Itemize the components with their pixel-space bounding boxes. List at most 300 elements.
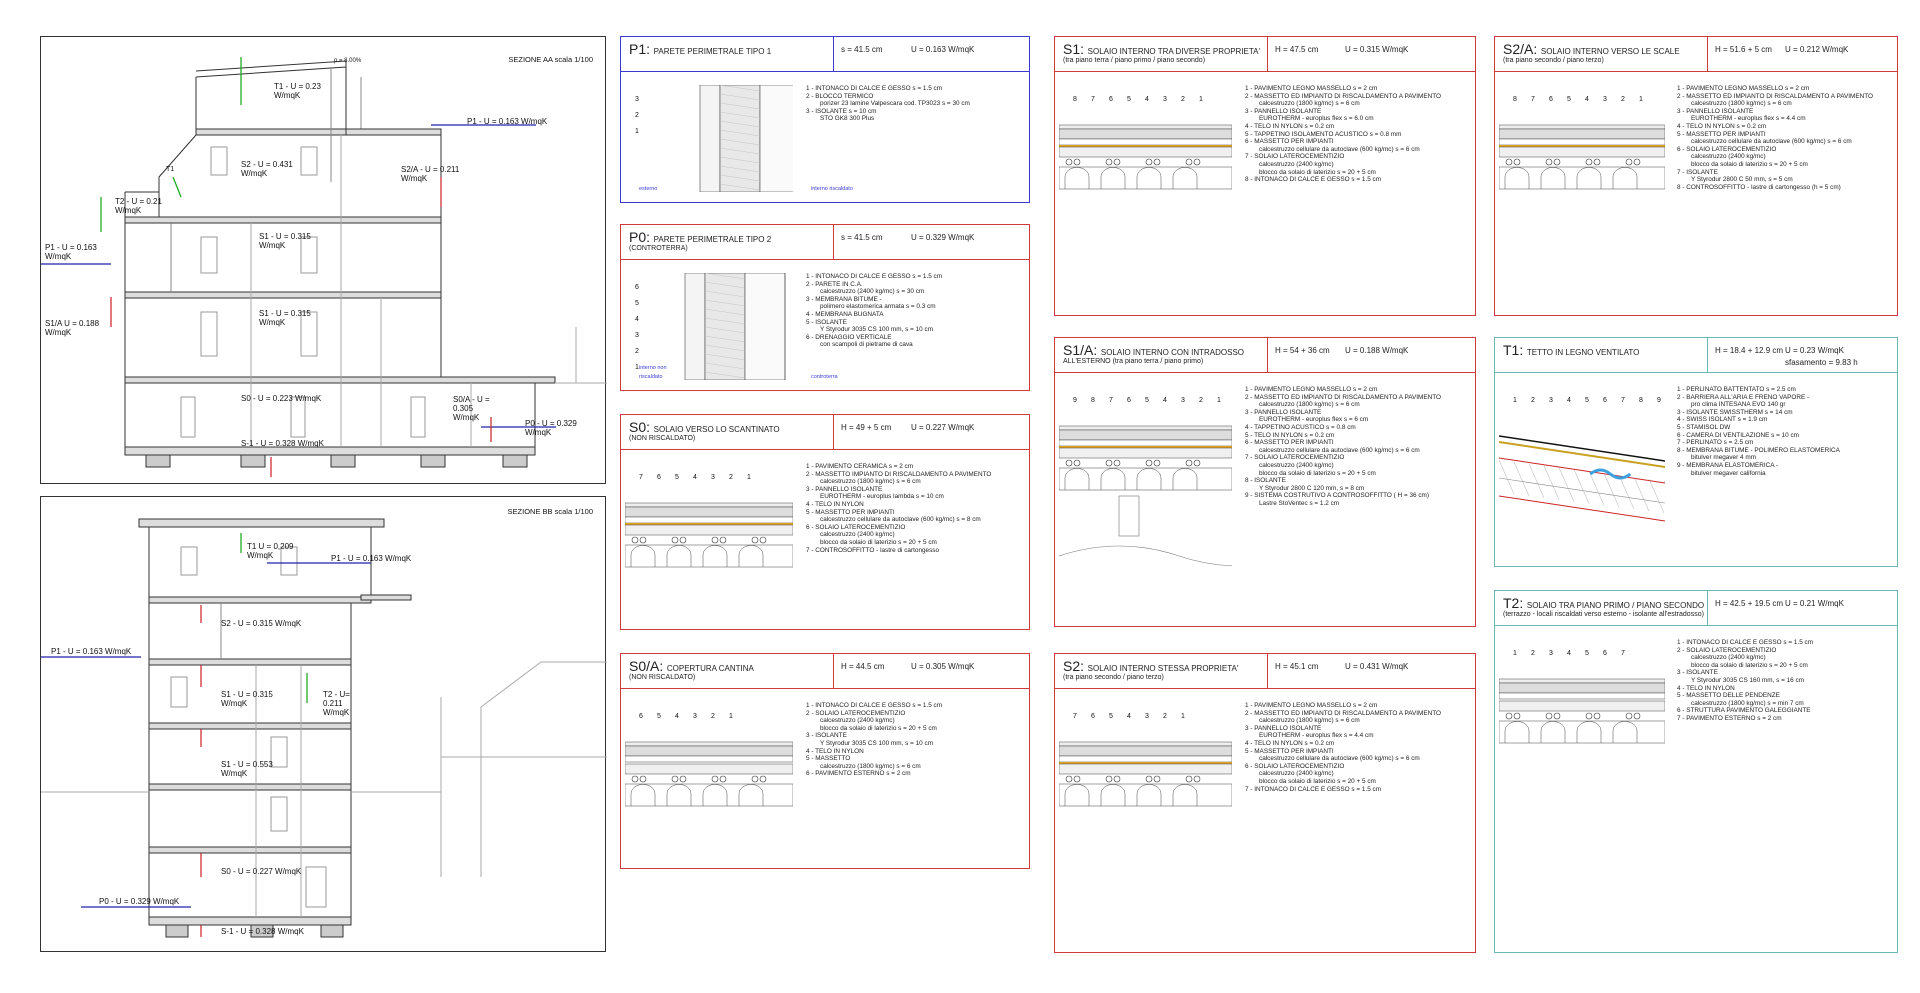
layer-number: 7 (1091, 96, 1095, 103)
layer-item: 7 - PAVIMENTO ESTERNO s = 2 cm (1677, 714, 1782, 722)
layer-item: calcestruzzo (2400 kg/mc) s = 30 cm (820, 288, 925, 296)
layer-number: 2 (635, 112, 639, 119)
header-divider (833, 415, 834, 449)
layer-item: Y Styrodur 2800 C 50 mm, s = 5 cm (1691, 176, 1793, 184)
layer-number: 7 (1109, 397, 1113, 404)
card-layer-drawing (625, 702, 793, 858)
card-u-value: U = 0.21 W/mqK (1785, 599, 1844, 608)
layer-item: 1 - PERLINATO BATTENTATO s = 2.5 cm (1677, 386, 1796, 393)
card-code-title (629, 229, 771, 245)
card-code: S0/A: (629, 658, 664, 674)
layer-item: calcestruzzo cellulare da autoclave (600 kg/mc) s = 6 cm (1259, 755, 1420, 763)
bb-s1-upper-label: S1 - U = 0.315 W/mqK (221, 690, 273, 708)
layer-number: 4 (693, 474, 697, 481)
card-header (1055, 37, 1475, 72)
layer-item: 6 - CAMERA DI VENTILAZIONE s = 10 cm (1677, 431, 1799, 439)
layer-item: 5 - MASSETTO (806, 755, 851, 763)
bb-s0-label: S0 - U = 0.227 W/mqK (221, 867, 302, 876)
card-layer-drawing (1059, 702, 1232, 942)
section-aa-drawing (41, 37, 607, 485)
card-header (621, 654, 1029, 689)
card-u-value: U = 0.163 W/mqK (911, 45, 975, 54)
layer-item: 5 - TELO IN NYLON s = 0.2 cm (1245, 431, 1335, 439)
layer-number: 6 (657, 474, 661, 481)
aa-s1-lower-label: S1 - U = 0.315 W/mqK (259, 309, 311, 327)
layer-item: 4 - TAPPETINO ACUSTICO s = 0.8 cm (1245, 423, 1356, 431)
layer-item: 4 - TELO IN NYLON (806, 500, 864, 508)
header-divider (1707, 37, 1708, 71)
layer-item: STO GK8 300 Plus (820, 115, 875, 123)
card-code-title (1063, 41, 1260, 57)
section-aa-title: SEZIONE AA scala 1/100 (508, 55, 593, 64)
card-header (1495, 591, 1897, 626)
header-divider (1707, 338, 1708, 372)
card-u-value: U = 0.305 W/mqK (911, 662, 975, 671)
card-title: SOLAIO TRA PIANO PRIMO / PIANO SECONDO (1526, 601, 1705, 610)
card-subtitle: ALL'ESTERNO (tra piano terra / piano primo) (1063, 358, 1204, 365)
layer-item: 1 - PAVIMENTO LEGNO MASSELLO s = 2 cm (1245, 702, 1378, 709)
layer-item: 1 - PAVIMENTO LEGNO MASSELLO s = 2 cm (1245, 85, 1378, 92)
layer-item: 2 - SOLAIO LATEROCEMENTIZIO (806, 709, 906, 717)
section-bb-panel (40, 496, 606, 952)
card-u-value: U = 0.212 W/mqK (1785, 45, 1849, 54)
aa-s1-upper-label: S1 - U = 0.315 W/mqK (259, 232, 311, 250)
layer-item: Y Styrodur 3035 CS 160 mm, s = 16 cm (1691, 676, 1805, 684)
layer-number: 7 (1073, 713, 1077, 720)
layer-item: 3 - PANNELLO ISOLANTE (1245, 107, 1322, 115)
card-header (1495, 338, 1897, 373)
layer-item: Y Styrodur 2800 C 120 mm, s = 8 cm (1259, 484, 1365, 492)
layer-item: 5 - MASSETTO PER IMPIANTI (806, 508, 895, 516)
section-bb-drawing (41, 497, 607, 953)
card-u-value: U = 0.188 W/mqK (1345, 346, 1409, 355)
layer-number: 1 (747, 474, 751, 481)
card-s2a (1494, 36, 1898, 316)
layer-item: calcestruzzo (1800 kg/mc) s = 6 cm (1691, 100, 1792, 108)
card-code: T2: (1503, 595, 1524, 611)
layer-item: 6 - MASSETTO PER IMPIANTI (1245, 439, 1334, 447)
layer-item: EUROTHERM - europlus flex s = 6.0 cm (1259, 115, 1374, 123)
layer-list (1245, 386, 1441, 508)
layer-item: 8 - INTONACO DI CALCE E GESSO s = 1.5 cm (1245, 176, 1382, 184)
card-layer-drawing (1499, 386, 1665, 556)
layer-number: 5 (635, 300, 639, 307)
layer-item: blocco da solaio di laterizio s = 20 + 5 cm (820, 724, 937, 732)
bb-t2-label: T2 - U= 0.211 W/mqK (323, 690, 350, 717)
aa-p1-left-label: P1 - U = 0.163 W/mqK (45, 243, 97, 261)
layer-number: 6 (1109, 96, 1113, 103)
card-u-value: U = 0.23 W/mqK (1785, 346, 1844, 355)
card-s1a (1054, 337, 1476, 627)
layer-item: Lastre StoVentec s = 1.2 cm (1259, 499, 1340, 507)
card-header (621, 37, 1029, 72)
card-header (621, 415, 1029, 450)
layer-item: 1 - PAVIMENTO LEGNO MASSELLO s = 2 cm (1677, 85, 1810, 92)
layer-number: 1 (1217, 397, 1221, 404)
layer-number: 6 (1091, 713, 1095, 720)
layer-number: 2 (1181, 96, 1185, 103)
layer-number: 2 (1531, 650, 1535, 657)
card-title: PARETE PERIMETRALE TIPO 1 (653, 47, 772, 56)
layer-number: 9 (1073, 397, 1077, 404)
card-code-title (1503, 595, 1704, 611)
layer-item: calcestruzzo (1800 kg/mc) s = 6 cm (820, 762, 921, 770)
bb-s1-lower-label: S1 - U = 0.553 W/mqK (221, 760, 273, 778)
layer-number: 4 (1127, 713, 1131, 720)
card-code: S2: (1063, 658, 1085, 674)
layer-item: 6 - SOLAIO LATEROCEMENTIZIO (1677, 145, 1777, 153)
card-u-value: U = 0.329 W/mqK (911, 233, 975, 242)
card-header (1055, 654, 1475, 689)
layer-list (1677, 386, 1840, 477)
card-thickness: H = 47.5 cm (1275, 45, 1319, 54)
card-p0 (620, 224, 1030, 391)
layer-number: 1 (1199, 96, 1203, 103)
side-label-left: interno non riscaldato (639, 365, 667, 380)
layer-item: 3 - PANNELLO ISOLANTE (806, 485, 883, 493)
layer-item: 5 - TAPPETINO ISOLAMENTO ACUSTICO s = 0.8 mm (1245, 130, 1402, 138)
layer-number: 5 (1585, 650, 1589, 657)
layer-number: 7 (639, 474, 643, 481)
aa-p0-label: P0 - U = 0.329 W/mqK (525, 419, 577, 437)
layer-item: 6 - MASSETTO PER IMPIANTI (1245, 138, 1334, 146)
card-code: T1: (1503, 342, 1524, 358)
card-code: S1: (1063, 41, 1085, 57)
layer-number: 3 (711, 474, 715, 481)
layer-item: 5 - MASSETTO PER IMPIANTI (1245, 747, 1334, 755)
card-thickness: H = 51.6 + 5 cm (1715, 45, 1772, 54)
header-divider (1267, 338, 1268, 372)
layer-item: 1 - PAVIMENTO CERAMICA s = 2 cm (806, 463, 914, 470)
layer-item: 1 - INTONACO DI CALCE E GESSO s = 1.5 cm (806, 85, 943, 92)
card-title: SOLAIO INTERNO CON INTRADOSSO (1100, 348, 1245, 357)
card-layer-drawing (1499, 639, 1665, 942)
layer-item: 2 - BARRIERA ALL'ARIA E FRENO VAPORE - (1677, 393, 1810, 401)
card-subtitle: (tra piano secondo / piano terzo) (1503, 57, 1604, 64)
card-t2 (1494, 590, 1898, 953)
layer-item: 6 - STRUTTURA PAVIMENTO GALEGGIANTE (1677, 707, 1811, 715)
card-thickness: s = 41.5 cm (841, 45, 883, 54)
aa-t1-label: T1 - U = 0.23 W/mqK (274, 82, 321, 100)
card-header (1055, 338, 1475, 373)
side-label-left: esterno (639, 186, 658, 192)
layer-item: 5 - STAMISOL DW (1677, 423, 1731, 431)
layer-item: 7 - ISOLANTE (1677, 168, 1718, 176)
layer-item: 2 - MASSETTO ED IMPIANTO DI RISCALDAMENTO A PAVIMENTO (1677, 92, 1874, 100)
layer-item: 7 - CONTROSOFFITTO - lastre di cartongesso (806, 546, 940, 554)
layer-item: EUROTHERM - europlus flex s = 4.4 cm (1259, 732, 1374, 740)
layer-item: calcestruzzo (1800 kg/mc) s = 6 cm (1259, 100, 1360, 108)
aa-s1a-label: S1/A U = 0.188 W/mqK (45, 319, 100, 337)
layer-number: 1 (1639, 96, 1643, 103)
layer-item: calcestruzzo cellulare da autoclave (600 kg/mc) s = 6 cm (1259, 446, 1420, 454)
layer-item: 5 - ISOLANTE (806, 318, 847, 326)
layer-item: 4 - TELO IN NYLON s = 0.2 cm (1677, 122, 1767, 130)
aa-s2a-label: S2/A - U = 0.211 W/mqK (401, 165, 460, 183)
layer-item: blocco da solaio di laterizio s = 20 + 5 cm (1691, 160, 1808, 168)
layer-item: calcestruzzo cellulare da autoclave (600 kg/mc) s = 8 cm (820, 516, 981, 524)
layer-number: 2 (711, 713, 715, 720)
card-code-title (629, 419, 780, 435)
layer-number: 3 (1145, 713, 1149, 720)
layer-number: 3 (1181, 397, 1185, 404)
layer-item: calcestruzzo (2400 kg/mc) (1691, 153, 1766, 161)
layer-item: EUROTHERM - europlus lambda s = 10 cm (820, 493, 944, 501)
layer-number: 1 (1513, 397, 1517, 404)
layer-number: 5 (657, 713, 661, 720)
layer-number: 4 (1145, 96, 1149, 103)
card-t1 (1494, 337, 1898, 567)
layer-number: 4 (1567, 397, 1571, 404)
layer-number: 5 (1567, 96, 1571, 103)
card-code: S1/A: (1063, 342, 1098, 358)
layer-item: 4 - MEMBRANA BUGNATA (806, 310, 884, 318)
layer-item: 3 - MEMBRANA BITUME - (806, 295, 882, 303)
layer-number: 8 (1091, 397, 1095, 404)
layer-item: 5 - MASSETTO PER IMPIANTI (1677, 130, 1766, 138)
layer-item: 3 - PANNELLO ISOLANTE (1677, 107, 1754, 115)
header-divider (833, 654, 834, 688)
aa-slope-label: p = 8.00% (334, 58, 362, 64)
layer-item: Y Styrodur 3035 CS 100 mm, s = 10 cm (820, 326, 934, 334)
layer-number: 8 (1639, 397, 1643, 404)
side-label-right: controterra (811, 374, 838, 380)
layer-item: 3 - ISOLANTE (1677, 669, 1718, 677)
card-code-title (1503, 342, 1639, 358)
layer-number: 2 (1163, 713, 1167, 720)
layer-item: calcestruzzo (2400 kg/mc) (1259, 461, 1334, 469)
card-code-title (629, 41, 771, 57)
layer-list (806, 85, 970, 123)
bb-p1-right-label: P1 - U = 0.163 W/mqK (331, 554, 412, 563)
layer-number: 6 (635, 284, 639, 291)
aa-p1-right-label: P1 - U = 0.163 W/mqK (467, 117, 548, 126)
layer-item: 2 - MASSETTO ED IMPIANTO DI RISCALDAMENTO A PAVIMENTO (1245, 709, 1442, 717)
aa-t2-label: T2 - U = 0.21 W/mqK (115, 197, 162, 215)
layer-item: 3 - ISOLANTE SWISSTHERM s = 14 cm (1677, 408, 1793, 416)
bb-p1-left-label: P1 - U = 0.163 W/mqK (51, 647, 132, 656)
header-divider (1707, 591, 1708, 625)
layer-item: EUROTHERM - europlus flex s = 6 cm (1259, 416, 1369, 424)
layer-item: polimero elastomerica armata s = 0.3 cm (820, 303, 936, 311)
card-title: COPERTURA CANTINA (666, 664, 754, 673)
card-code-title (1063, 658, 1238, 674)
layer-item: calcestruzzo (2400 kg/mc) (1259, 770, 1334, 778)
layer-list (806, 702, 942, 778)
section-bb-title: SEZIONE BB scala 1/100 (507, 507, 593, 516)
layer-number: 5 (1109, 713, 1113, 720)
bb-s2-label: S2 - U = 0.315 W/mqK (221, 619, 302, 628)
layer-list (1245, 702, 1441, 793)
layer-number: 2 (635, 348, 639, 355)
layer-item: calcestruzzo (1800 kg/mc) s = 6 cm (1259, 401, 1360, 409)
layer-item: 3 - ISOLANTE s = 10 cm (806, 107, 877, 115)
layer-item: 3 - PANNELLO ISOLANTE (1245, 408, 1322, 416)
card-subtitle: (NON RISCALDATO) (629, 435, 696, 442)
card-layer-drawing (625, 85, 793, 192)
layer-item: blocco da solaio di laterizio s = 20 + 5 cm (1259, 168, 1376, 176)
card-title: SOLAIO INTERNO STESSA PROPRIETA' (1087, 664, 1239, 673)
layer-list (1677, 85, 1873, 191)
layer-item: calcestruzzo (2400 kg/mc) (1691, 654, 1766, 662)
layer-item: 3 - PANNELLO ISOLANTE (1245, 724, 1322, 732)
layer-item: blocco da solaio di laterizio s = 20 + 5 cm (820, 538, 937, 546)
card-code-title (629, 658, 754, 674)
layer-item: calcestruzzo (2400 kg/mc) (820, 717, 895, 725)
layer-item: 9 - MEMBRANA ELASTOMERICA - (1677, 461, 1779, 469)
card-layer-drawing (1499, 85, 1665, 305)
layer-number: 4 (635, 316, 639, 323)
layer-item: 8 - MEMBRANA BITUME - POLIMERO ELASTOMERICA (1677, 446, 1840, 454)
layer-number: 3 (693, 713, 697, 720)
bb-s-1-label: S-1 - U = 0.328 W/mqK (221, 927, 304, 936)
layer-list (806, 463, 991, 554)
layer-number: 3 (1163, 96, 1167, 103)
layer-item: 9 - SISTEMA COSTRUTIVO A CONTROSOFFITTO ( H = 36 cm) (1245, 492, 1429, 500)
section-aa-panel (40, 36, 606, 484)
aa-t1-small-label: T1 (166, 166, 175, 173)
card-s1 (1054, 36, 1476, 316)
card-thickness: s = 41.5 cm (841, 233, 883, 242)
card-p1 (620, 36, 1030, 203)
card-thickness: H = 18.4 + 12.9 cm (1715, 346, 1784, 355)
layer-item: blocco da solaio di laterizio s = 20 + 5 cm (1691, 661, 1808, 669)
layer-item: 2 - PARETE IN C.A. (806, 280, 863, 288)
layer-item: 2 - MASSETTO ED IMPIANTO DI RISCALDAMENTO A PAVIMENTO (1245, 393, 1442, 401)
card-title: PARETE PERIMETRALE TIPO 2 (653, 235, 772, 244)
card-code: S0: (629, 419, 651, 435)
header-divider (833, 225, 834, 259)
layer-item: blocco da solaio di laterizio s = 20 + 5 cm (1259, 777, 1376, 785)
card-title: SOLAIO INTERNO TRA DIVERSE PROPRIETA' (1087, 47, 1261, 56)
layer-number: 2 (1199, 397, 1203, 404)
layer-number: 3 (1549, 650, 1553, 657)
layer-item: 1 - PAVIMENTO LEGNO MASSELLO s = 2 cm (1245, 386, 1378, 393)
card-subtitle: (tra piano terra / piano primo / piano secondo) (1063, 57, 1206, 64)
aa-s2-label: S2 - U = 0.431 W/mqK (241, 160, 293, 178)
layer-item: 2 - SOLAIO LATEROCEMENTIZIO (1677, 646, 1777, 654)
layer-item: 4 - SWISS ISOLANT s = 1.9 cm (1677, 416, 1768, 424)
layer-item: 6 - DRENAGGIO VERTICALE (806, 333, 892, 341)
card-thickness: H = 49 + 5 cm (841, 423, 892, 432)
layer-number: 8 (1073, 96, 1077, 103)
layer-number: 2 (1621, 96, 1625, 103)
layer-item: bitulver megaver 4 mm (1691, 454, 1756, 462)
layer-item: calcestruzzo cellulare da autoclave (600 kg/mc) s = 6 cm (1691, 138, 1852, 146)
layer-item: 8 - ISOLANTE (1245, 477, 1286, 485)
layer-item: 5 - MASSETTO DELLE PENDENZE (1677, 692, 1780, 700)
layer-item: bitulver megaver california (1691, 469, 1766, 477)
layer-number: 1 (729, 713, 733, 720)
header-divider (1267, 37, 1268, 71)
layer-number: 4 (1567, 650, 1571, 657)
card-layer-drawing (1059, 386, 1232, 616)
card-layer-drawing (625, 463, 793, 619)
layer-item: 7 - PERLINATO s = 2.5 cm (1677, 439, 1754, 447)
layer-number: 7 (1621, 397, 1625, 404)
card-header (621, 225, 1029, 260)
card-title: TETTO IN LEGNO VENTILATO (1526, 348, 1640, 357)
card-title: SOLAIO INTERNO VERSO LE SCALE (1540, 47, 1680, 56)
card-u-value: U = 0.315 W/mqK (1345, 45, 1409, 54)
layer-item: calcestruzzo cellulare da autoclave (600 kg/mc) s = 6 cm (1259, 145, 1420, 153)
layer-item: calcestruzzo (1800 kg/mc) s = 6 cm (820, 478, 921, 486)
layer-number: 7 (1621, 650, 1625, 657)
layer-item: Y Styrodur 3035 CS 100 mm, s = 10 cm (820, 739, 934, 747)
layer-item: 4 - TELO IN NYLON (1677, 684, 1735, 692)
layer-item: 2 - BLOCCO TERMICO (806, 92, 874, 100)
layer-number: 6 (1603, 397, 1607, 404)
header-divider (1267, 654, 1268, 688)
card-s0a (620, 653, 1030, 869)
layer-number: 5 (1127, 96, 1131, 103)
layer-item: calcestruzzo (1800 kg/mc) s = min 7 cm (1691, 699, 1804, 707)
card-header (1495, 37, 1897, 72)
card-thickness: H = 45.1 cm (1275, 662, 1319, 671)
aa-s-1-label: S-1 - U = 0.328 W/mqK (241, 439, 324, 448)
card-thickness: H = 54 + 36 cm (1275, 346, 1330, 355)
layer-number: 7 (1531, 96, 1535, 103)
layer-number: 1 (635, 128, 639, 135)
layer-number: 1 (1181, 713, 1185, 720)
layer-number: 6 (1603, 650, 1607, 657)
layer-number: 5 (1145, 397, 1149, 404)
layer-item: 4 - TELO IN NYLON s = 0.2 cm (1245, 739, 1335, 747)
layer-list (806, 273, 942, 349)
layer-list (1245, 85, 1441, 184)
card-thickness: H = 44.5 cm (841, 662, 885, 671)
card-s2 (1054, 653, 1476, 953)
layer-item: 1 - INTONACO DI CALCE E GESSO s = 1.5 cm (806, 702, 943, 709)
aa-s0-label: S0 - U = 0.223 W/mqK (241, 394, 322, 403)
layer-item: 4 - TELO IN NYLON s = 0.2 cm (1245, 122, 1335, 130)
layer-number: 3 (635, 96, 639, 103)
card-u-value: U = 0.431 W/mqK (1345, 662, 1409, 671)
layer-number: 9 (1657, 397, 1661, 404)
card-subtitle: (terrazzo - locali riscaldati verso esterno - isolante all'estradosso) (1503, 611, 1704, 618)
card-u-value: U = 0.227 W/mqK (911, 423, 975, 432)
layer-item: calcestruzzo (2400 kg/mc) (820, 531, 895, 539)
layer-item: 7 - SOLAIO LATEROCEMENTIZIO (1245, 153, 1345, 161)
layer-number: 3 (1549, 397, 1553, 404)
layer-item: pro clima INTESANA EVO 140 gr (1691, 401, 1786, 409)
layer-item: 4 - TELO IN NYLON (806, 747, 864, 755)
layer-item: 6 - PAVIMENTO ESTERNO s = 2 cm (806, 770, 911, 778)
layer-number: 2 (729, 474, 733, 481)
card-s0 (620, 414, 1030, 630)
layer-item: 2 - MASSETTO ED IMPIANTO DI RISCALDAMENTO A PAVIMENTO (1245, 92, 1442, 100)
card-title: SOLAIO VERSO LO SCANTINATO (653, 425, 780, 434)
layer-item: 6 - SOLAIO LATEROCEMENTIZIO (806, 523, 906, 531)
card-code: S2/A: (1503, 41, 1538, 57)
card-layer-drawing (1059, 85, 1232, 305)
layer-item: 7 - SOLAIO LATEROCEMENTIZIO (1245, 454, 1345, 462)
bb-p0-label: P0 - U = 0.329 W/mqK (99, 897, 180, 906)
layer-number: 6 (1127, 397, 1131, 404)
layer-number: 3 (1603, 96, 1607, 103)
layer-number: 4 (1585, 96, 1589, 103)
card-phase-shift: sfasamento = 9.83 h (1785, 358, 1858, 367)
layer-number: 6 (1549, 96, 1553, 103)
card-subtitle: (CONTROTERRA) (629, 245, 688, 252)
layer-item: 3 - ISOLANTE (806, 732, 847, 740)
layer-item: calcestruzzo (1800 kg/mc) s = 6 cm (1259, 717, 1360, 725)
card-code: P1: (629, 41, 651, 57)
layer-number: 8 (1513, 96, 1517, 103)
layer-item: blocco da solaio di laterizio s = 20 + 5 cm (1259, 469, 1376, 477)
bb-t1-label: T1 U = 0,209 W/mqK (247, 542, 294, 560)
layer-item: 6 - SOLAIO LATEROCEMENTIZIO (1245, 762, 1345, 770)
